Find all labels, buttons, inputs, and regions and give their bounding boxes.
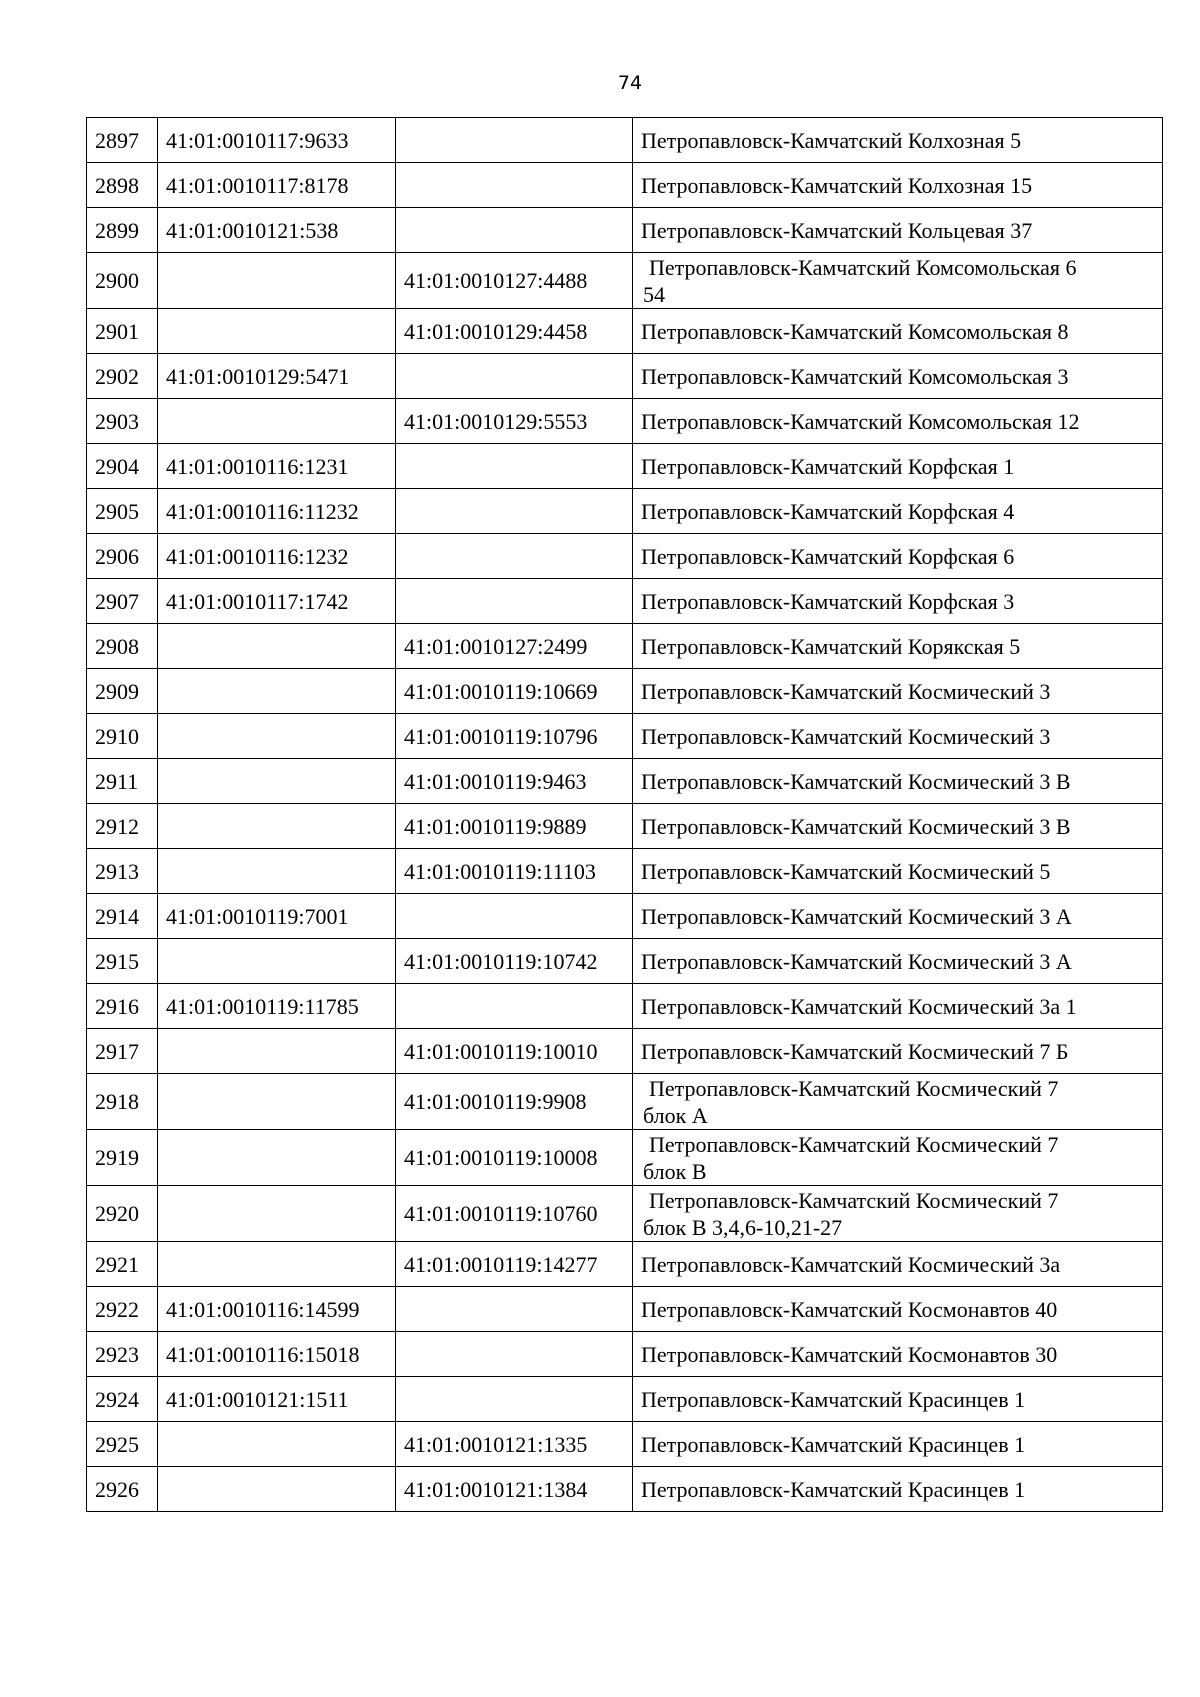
cadastral-number-cell: 41:01:0010121:538	[158, 208, 396, 253]
cadastral-number-cell	[158, 1130, 396, 1186]
table-row	[87, 1422, 1163, 1467]
row-number-cell: 2919	[87, 1130, 158, 1186]
address-line: Петропавловск-Камчатский Космический 3	[641, 723, 1051, 749]
row-number-cell: 2926	[87, 1467, 158, 1512]
row-number-cell: 2922	[87, 1287, 158, 1332]
building-cadastral-number-cell: 41:01:0010121:1335	[396, 1422, 633, 1467]
address-cell	[633, 714, 1163, 759]
row-number-cell: 2905	[87, 489, 158, 534]
row-number-cell: 2916	[87, 984, 158, 1029]
address-cell	[633, 1467, 1163, 1512]
address-cell	[633, 1287, 1163, 1332]
table-row	[87, 1377, 1163, 1422]
table-row	[87, 309, 1163, 354]
address-line: Петропавловск-Камчатский Космический 3 В	[641, 768, 1071, 794]
address-cell	[633, 624, 1163, 669]
row-number-cell: 2925	[87, 1422, 158, 1467]
address-cell	[633, 669, 1163, 714]
row-number-cell: 2903	[87, 399, 158, 444]
building-cadastral-number-cell	[396, 118, 633, 163]
address-line: Петропавловск-Камчатский Космонавтов 30	[641, 1341, 1058, 1367]
row-number-cell: 2912	[87, 804, 158, 849]
table-row	[87, 1467, 1163, 1512]
building-cadastral-number-cell: 41:01:0010119:10796	[396, 714, 633, 759]
address-cell	[633, 534, 1163, 579]
building-cadastral-number-cell	[396, 208, 633, 253]
cadastral-number-cell	[158, 849, 396, 894]
address-cell	[633, 939, 1163, 984]
row-number-cell: 2898	[87, 163, 158, 208]
address-cell	[633, 804, 1163, 849]
building-cadastral-number-cell: 41:01:0010127:4488	[396, 253, 633, 309]
address-line: Петропавловск-Камчатский Колхозная 15	[641, 172, 1033, 198]
cadastral-number-cell	[158, 1422, 396, 1467]
address-line: Петропавловск-Камчатский Космический 7 Б	[641, 1038, 1069, 1064]
building-cadastral-number-cell: 41:01:0010127:2499	[396, 624, 633, 669]
address-line: Петропавловск-Камчатский Космический 3а	[641, 1251, 1061, 1277]
table-row	[87, 1074, 1163, 1130]
table-row	[87, 849, 1163, 894]
building-cadastral-number-cell	[396, 894, 633, 939]
building-cadastral-number-cell: 41:01:0010119:14277	[396, 1242, 633, 1287]
table-row	[87, 253, 1163, 309]
table-row	[87, 714, 1163, 759]
address-line: Петропавловск-Камчатский Красинцев 1	[641, 1476, 1026, 1502]
address-cell	[633, 1029, 1163, 1074]
address-line: Петропавловск-Камчатский Космический 5	[641, 858, 1051, 884]
row-number-cell: 2918	[87, 1074, 158, 1130]
address-line: Петропавловск-Камчатский Космический 3 А	[641, 948, 1072, 974]
address-line: Петропавловск-Камчатский Космический 7	[649, 1131, 1059, 1157]
address-cell	[633, 1186, 1163, 1242]
address-line: Петропавловск-Камчатский Корфская 3	[641, 588, 1015, 614]
address-line: Петропавловск-Камчатский Красинцев 1	[641, 1431, 1026, 1457]
building-cadastral-number-cell: 41:01:0010129:4458	[396, 309, 633, 354]
building-cadastral-number-cell: 41:01:0010119:10760	[396, 1186, 633, 1242]
address-line: Петропавловск-Камчатский Комсомольская 8	[641, 318, 1069, 344]
table-row	[87, 354, 1163, 399]
cadastral-number-cell	[158, 1242, 396, 1287]
address-cell	[633, 984, 1163, 1029]
building-cadastral-number-cell: 41:01:0010119:10742	[396, 939, 633, 984]
row-number-cell: 2907	[87, 579, 158, 624]
address-cell	[633, 579, 1163, 624]
address-cell	[633, 1422, 1163, 1467]
cadastral-number-cell: 41:01:0010117:9633	[158, 118, 396, 163]
building-cadastral-number-cell	[396, 1377, 633, 1422]
building-cadastral-number-cell: 41:01:0010119:9889	[396, 804, 633, 849]
table-row	[87, 444, 1163, 489]
table-row	[87, 1130, 1163, 1186]
address-cell	[633, 253, 1163, 309]
row-number-cell: 2897	[87, 118, 158, 163]
building-cadastral-number-cell	[396, 579, 633, 624]
table-body	[87, 118, 1163, 1512]
building-cadastral-number-cell: 41:01:0010119:10669	[396, 669, 633, 714]
table-row	[87, 939, 1163, 984]
cadastral-registry-table	[86, 117, 1163, 1512]
address-line: Петропавловск-Камчатский Колхозная 5	[641, 127, 1022, 153]
table-row	[87, 489, 1163, 534]
row-number-cell: 2906	[87, 534, 158, 579]
row-number-cell: 2924	[87, 1377, 158, 1422]
cadastral-number-cell	[158, 669, 396, 714]
address-line: Петропавловск-Камчатский Корфская 4	[641, 498, 1015, 524]
table-row	[87, 1332, 1163, 1377]
address-line: Петропавловск-Камчатский Космический 3 А	[641, 903, 1072, 929]
building-cadastral-number-cell: 41:01:0010119:10010	[396, 1029, 633, 1074]
address-line: Петропавловск-Камчатский Космический 7	[649, 1075, 1059, 1101]
address-cell	[633, 163, 1163, 208]
cadastral-number-cell: 41:01:0010117:1742	[158, 579, 396, 624]
cadastral-number-cell	[158, 309, 396, 354]
cadastral-number-cell	[158, 253, 396, 309]
cadastral-number-cell	[158, 399, 396, 444]
row-number-cell: 2911	[87, 759, 158, 804]
address-line: блок А	[643, 1102, 708, 1128]
address-line: Петропавловск-Камчатский Комсомольская 12	[641, 408, 1080, 434]
address-cell	[633, 399, 1163, 444]
address-line: блок В	[643, 1158, 707, 1184]
building-cadastral-number-cell	[396, 1287, 633, 1332]
address-line: Петропавловск-Камчатский Космический 7	[649, 1187, 1059, 1213]
page-number: 74	[617, 72, 643, 94]
address-line: Петропавловск-Камчатский Корфская 6	[641, 543, 1015, 569]
building-cadastral-number-cell	[396, 534, 633, 579]
table-row	[87, 1287, 1163, 1332]
table-row	[87, 118, 1163, 163]
row-number-cell: 2909	[87, 669, 158, 714]
cadastral-number-cell	[158, 1074, 396, 1130]
address-line: Петропавловск-Камчатский Корякская 5	[641, 633, 1021, 659]
building-cadastral-number-cell: 41:01:0010129:5553	[396, 399, 633, 444]
building-cadastral-number-cell	[396, 163, 633, 208]
address-line: Петропавловск-Камчатский Космический 3	[641, 678, 1051, 704]
address-cell	[633, 1074, 1163, 1130]
building-cadastral-number-cell	[396, 444, 633, 489]
building-cadastral-number-cell: 41:01:0010119:9908	[396, 1074, 633, 1130]
cadastral-number-cell: 41:01:0010116:1232	[158, 534, 396, 579]
address-line: Петропавловск-Камчатский Космический 3а 1	[641, 993, 1077, 1019]
cadastral-number-cell	[158, 804, 396, 849]
table-row	[87, 804, 1163, 849]
address-cell	[633, 759, 1163, 804]
table-row	[87, 1242, 1163, 1287]
row-number-cell: 2902	[87, 354, 158, 399]
table-row	[87, 984, 1163, 1029]
table-row	[87, 579, 1163, 624]
address-line: Петропавловск-Камчатский Красинцев 1	[641, 1386, 1026, 1412]
table-row	[87, 534, 1163, 579]
building-cadastral-number-cell: 41:01:0010119:10008	[396, 1130, 633, 1186]
cadastral-number-cell	[158, 759, 396, 804]
cadastral-number-cell: 41:01:0010119:7001	[158, 894, 396, 939]
address-line: Петропавловск-Камчатский Комсомольская 6	[649, 254, 1077, 280]
row-number-cell: 2900	[87, 253, 158, 309]
cadastral-number-cell: 41:01:0010121:1511	[158, 1377, 396, 1422]
address-cell	[633, 1130, 1163, 1186]
table-row	[87, 1029, 1163, 1074]
row-number-cell: 2910	[87, 714, 158, 759]
address-cell	[633, 1377, 1163, 1422]
table-row	[87, 208, 1163, 253]
address-line: 54	[643, 281, 665, 307]
cadastral-number-cell	[158, 1186, 396, 1242]
table-row	[87, 399, 1163, 444]
table-row	[87, 894, 1163, 939]
table-row	[87, 669, 1163, 714]
address-cell	[633, 1332, 1163, 1377]
row-number-cell: 2908	[87, 624, 158, 669]
cadastral-number-cell	[158, 1029, 396, 1074]
address-cell	[633, 309, 1163, 354]
row-number-cell: 2914	[87, 894, 158, 939]
cadastral-number-cell: 41:01:0010116:14599	[158, 1287, 396, 1332]
address-line: Петропавловск-Камчатский Кольцевая 37	[641, 217, 1033, 243]
row-number-cell: 2901	[87, 309, 158, 354]
row-number-cell: 2921	[87, 1242, 158, 1287]
table-row	[87, 624, 1163, 669]
address-cell	[633, 894, 1163, 939]
address-cell	[633, 849, 1163, 894]
row-number-cell: 2904	[87, 444, 158, 489]
address-cell	[633, 118, 1163, 163]
table-row	[87, 759, 1163, 804]
cadastral-number-cell	[158, 624, 396, 669]
cadastral-number-cell	[158, 714, 396, 759]
address-cell	[633, 354, 1163, 399]
row-number-cell: 2923	[87, 1332, 158, 1377]
address-line: Петропавловск-Камчатский Корфская 1	[641, 453, 1015, 479]
cadastral-number-cell: 41:01:0010116:1231	[158, 444, 396, 489]
address-line: блок В 3,4,6-10,21-27	[643, 1214, 843, 1240]
row-number-cell: 2917	[87, 1029, 158, 1074]
cadastral-number-cell: 41:01:0010116:11232	[158, 489, 396, 534]
address-line: Петропавловск-Камчатский Комсомольская 3	[641, 363, 1069, 389]
building-cadastral-number-cell: 41:01:0010121:1384	[396, 1467, 633, 1512]
building-cadastral-number-cell	[396, 1332, 633, 1377]
building-cadastral-number-cell: 41:01:0010119:9463	[396, 759, 633, 804]
cadastral-number-cell: 41:01:0010119:11785	[158, 984, 396, 1029]
building-cadastral-number-cell: 41:01:0010119:11103	[396, 849, 633, 894]
cadastral-number-cell: 41:01:0010117:8178	[158, 163, 396, 208]
building-cadastral-number-cell	[396, 984, 633, 1029]
cadastral-number-cell: 41:01:0010116:15018	[158, 1332, 396, 1377]
cadastral-number-cell: 41:01:0010129:5471	[158, 354, 396, 399]
building-cadastral-number-cell	[396, 354, 633, 399]
building-cadastral-number-cell	[396, 489, 633, 534]
row-number-cell: 2913	[87, 849, 158, 894]
row-number-cell: 2920	[87, 1186, 158, 1242]
address-line: Петропавловск-Камчатский Космический 3 В	[641, 813, 1071, 839]
row-number-cell: 2915	[87, 939, 158, 984]
cadastral-number-cell	[158, 939, 396, 984]
address-cell	[633, 489, 1163, 534]
cadastral-number-cell	[158, 1467, 396, 1512]
table-row	[87, 1186, 1163, 1242]
address-cell	[633, 208, 1163, 253]
row-number-cell: 2899	[87, 208, 158, 253]
address-line: Петропавловск-Камчатский Космонавтов 40	[641, 1296, 1058, 1322]
address-cell	[633, 444, 1163, 489]
address-cell	[633, 1242, 1163, 1287]
table-row	[87, 163, 1163, 208]
